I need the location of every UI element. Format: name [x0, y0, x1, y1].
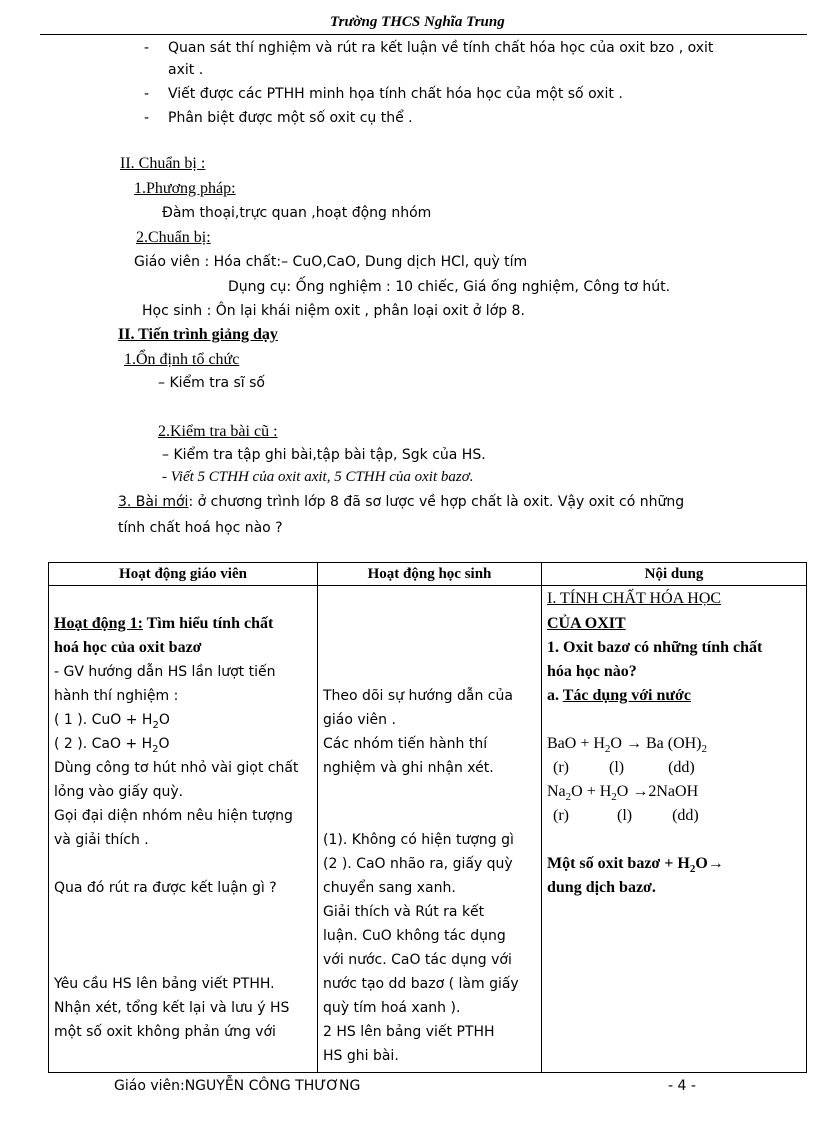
activity-title-2: hoá học của oxit bazơ — [54, 639, 202, 656]
footer-teacher: Giáo viên:NGUYỄN CÔNG THƯƠNG — [114, 1078, 361, 1094]
teacher-line: lỏng vào giấy quỳ. — [54, 784, 184, 800]
student-line: nước tạo dd bazơ ( làm giấy — [323, 976, 519, 992]
student-line: quỳ tím hoá xanh ). — [323, 1000, 461, 1016]
teacher-activity-cell — [49, 586, 318, 1073]
teacher-line: Gọi đại diện nhóm nêu hiện tượng — [54, 808, 293, 824]
table-row — [49, 586, 807, 1073]
student-line: chuyển sang xanh. — [323, 880, 456, 896]
subsection-a: a. Tác dụng với nước — [547, 687, 691, 704]
method-title: 1.Phương pháp: — [134, 180, 236, 197]
new-lesson-title: 3. Bài mới — [118, 494, 189, 510]
section-title: I. TÍNH CHẤT HÓA HỌC — [547, 590, 722, 607]
col-header-student: Hoạt động học sinh — [318, 563, 542, 586]
org-text: – Kiểm tra sĩ số — [158, 375, 265, 391]
check-line-2: - Viết 5 CTHH của oxit axit, 5 CTHH của oxit bazơ. — [162, 469, 474, 485]
equation-2: $Na_2O + H_2O$ →2NaOH — [547, 783, 699, 804]
teacher-line: Qua đó rút ra được kết luận gì ? — [54, 880, 277, 896]
experiment-1: ( 1 ). CuO + $H_2O$ — [54, 712, 170, 731]
question-title-2: hóa học nào? — [547, 663, 637, 680]
org-title: 1.Ổn định tổ chức — [124, 351, 240, 368]
objective-1: Quan sát thí nghiệm và rút ra kết luận về tính chất hóa học của oxit bzo , oxit — [168, 40, 714, 56]
header-school: Trường THCS Nghĩa Trung — [330, 14, 505, 30]
student-line: với nước. CaO tác dụng với — [323, 952, 512, 968]
objective-3: Phân biệt được một số oxit cụ thể . — [168, 110, 413, 126]
student-line: (1). Không có hiện tượng gì — [323, 832, 514, 848]
conclusion-2: dung dịch bazơ. — [547, 879, 656, 896]
teacher-line: hành thí nghiệm : — [54, 688, 179, 704]
objective-1-cont: axit . — [168, 62, 204, 78]
col-header-content: Nội dung — [542, 563, 807, 586]
objective-bullet: - — [144, 86, 150, 102]
check-title: 2.Kiểm tra bài cũ : — [158, 423, 278, 440]
check-line-1: – Kiểm tra tập ghi bài,tập bài tập, Sgk của HS. — [162, 447, 486, 463]
student-line: luận. CuO không tác dụng — [323, 928, 506, 944]
footer-rule — [114, 1072, 698, 1073]
new-lesson-line-2: tính chất hoá học nào ? — [118, 520, 283, 536]
teacher-materials: Giáo viên : Hóa chất:– CuO,CaO, Dung dịch HCl, quỳ tím — [134, 254, 528, 270]
teacher-line: Yêu cầu HS lên bảng viết PTHH. — [54, 976, 275, 992]
student-line: 2 HS lên bảng viết PTHH — [323, 1024, 495, 1040]
process-title: II. Tiến trình giảng dạy — [118, 326, 278, 343]
table-header-row — [49, 563, 807, 586]
teacher-line: Nhận xét, tổng kết lại và lưu ý HS — [54, 1000, 290, 1016]
student-line: giáo viên . — [323, 712, 396, 728]
teacher-line: - GV hướng dẫn HS lần lượt tiến — [54, 664, 276, 680]
student-line: HS ghi bài. — [323, 1048, 399, 1064]
header-rule — [40, 34, 807, 35]
conclusion: Một số oxit bazơ + $H_2O\to$ — [547, 855, 724, 876]
question-title: 1. Oxit bazơ có những tính chất — [547, 639, 763, 656]
teacher-line: một số oxit không phản ứng với — [54, 1024, 276, 1040]
experiment-2: ( 2 ). CaO + $H_2O$ — [54, 736, 170, 755]
new-lesson-line-1 — [118, 494, 684, 510]
prep-title: II. Chuẩn bị : — [120, 155, 206, 172]
page-number: - 4 - — [668, 1078, 696, 1094]
lesson-table — [48, 562, 807, 1073]
content-cell — [542, 586, 807, 1073]
teacher-line: và giải thích . — [54, 832, 149, 848]
student-activity-cell — [318, 586, 542, 1073]
objective-bullet: - — [144, 40, 150, 56]
student-line: nghiệm và ghi nhận xét. — [323, 760, 494, 776]
student-line: Giải thích và Rút ra kết — [323, 904, 485, 920]
teacher-line: Dùng công tơ hút nhỏ vài giọt chất — [54, 760, 299, 776]
student-line: (2 ). CaO nhão ra, giấy quỳ — [323, 856, 513, 872]
state-labels-2: (r) (l) (dd) — [553, 807, 699, 824]
prep-sub-title: 2.Chuẩn bị: — [136, 229, 211, 246]
student-line: Các nhóm tiến hành thí — [323, 736, 488, 752]
activity-title: Hoạt động 1: Tìm hiểu tính chất — [54, 615, 274, 632]
equation-1: BaO + $H_2O \to Ba$ $(OH)_2$ — [547, 735, 707, 756]
objective-bullet: - — [144, 110, 150, 126]
state-labels-1: (r) (l) (dd) — [553, 759, 695, 776]
student-prep: Học sinh : Ôn lại khái niệm oxit , phân loại oxit ở lớp 8. — [142, 303, 525, 319]
method-text: Đàm thoại,trực quan ,hoạt động nhóm — [162, 205, 432, 221]
student-line: Theo dõi sự hướng dẫn của — [323, 688, 513, 704]
section-title-2: CỦA OXIT — [547, 615, 626, 632]
col-header-teacher: Hoạt động giáo viên — [49, 563, 318, 586]
teacher-tools: Dụng cụ: Ống nghiệm : 10 chiếc, Giá ống nghiệm, Công tơ hút. — [228, 279, 671, 295]
objective-2: Viết được các PTHH minh họa tính chất hóa học của một số oxit . — [168, 86, 623, 102]
new-lesson-text: : ở chương trình lớp 8 đã sơ lược về hợp chất là oxit. Vậy oxit có những — [188, 494, 685, 510]
